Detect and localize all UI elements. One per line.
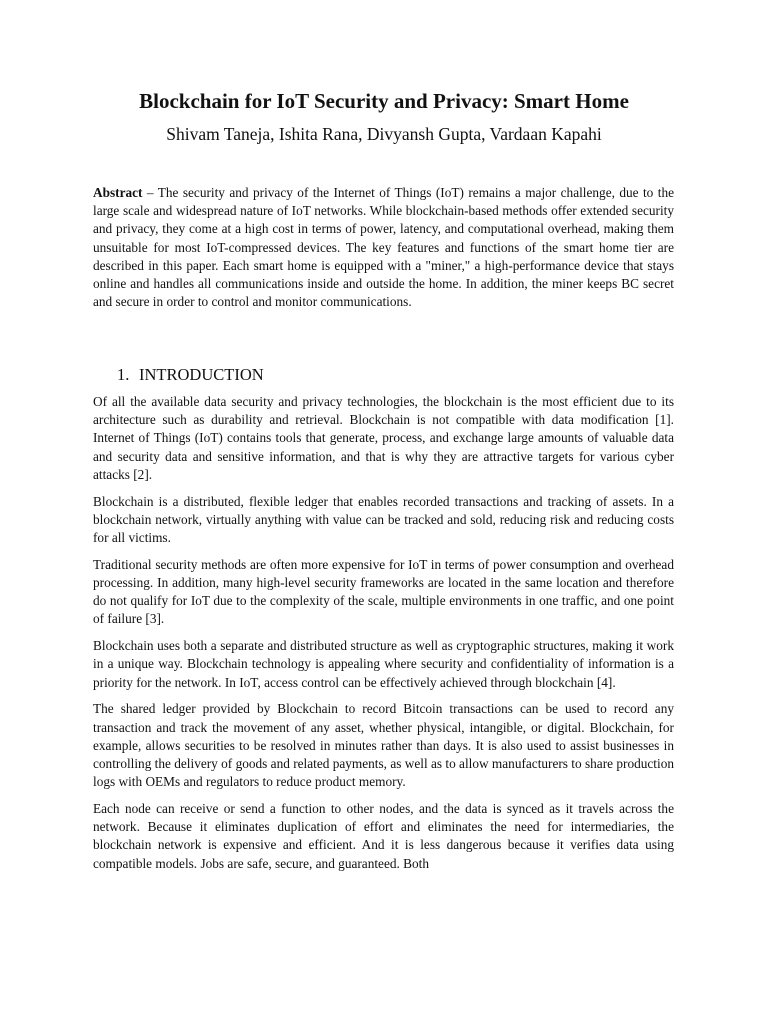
- paper-authors: Shivam Taneja, Ishita Rana, Divyansh Gupta, Vardaan Kapahi: [166, 124, 602, 144]
- paragraph-1: Of all the available data security and privacy technologies, the blockchain is the most efficient due to its architecture such as durability and retrieval. Blockchain is not compatible with data modification [1]. Internet of Things (IoT) contains tools that generate, process, and exchange large amounts of valuable data and security data and sensitive information, and that is why they are attractive targets for various cyber attacks [2].: [93, 394, 674, 482]
- paper-title: Blockchain for IoT Security and Privacy: Smart Home: [139, 89, 629, 113]
- abstract-text: – The security and privacy of the Internet of Things (IoT) remains a major challenge, due to the large scale and widespread nature of IoT networks. While blockchain-based methods offer extended security and privacy, they come at a high cost in terms of power, latency, and computational overhead, making them unsuitable for most IoT-compressed devices. The key features and functions of the smart home tier are described in this paper. Each smart home is equipped with a "miner," a high-performance device that stays online and handles all communications inside and outside the home. In addition, the miner keeps BC secret and secure in order to control and monitor communications.: [93, 185, 674, 310]
- abstract: [93, 184, 674, 311]
- abstract-label: Abstract: [93, 185, 143, 200]
- section-title: INTRODUCTION: [139, 365, 264, 384]
- paragraph-2: Blockchain is a distributed, flexible ledger that enables recorded transactions and tracking of assets. In a blockchain network, virtually anything with value can be tracked and sold, reducing risk and reducing costs for all victims.: [93, 493, 674, 546]
- paragraph-4: Blockchain uses both a separate and distributed structure as well as cryptographic structures, making it work in a unique way. Blockchain technology is appealing where security and confidentiality of information is a priority for the network. In IoT, access control can be effectively achieved through blockchain [4].: [93, 638, 674, 690]
- paragraph-5: The shared ledger provided by Blockchain to record Bitcoin transactions can be used to record any transaction and track the movement of any asset, whether physical, intangible, or digital. Blockchain, for example, allows securities to be resolved in minutes rather than days. It is also used to assist businesses in controlling the delivery of goods and related payments, as well as to allow manufacturers to share production logs with OEMs and regulators to reduce product memory.: [93, 701, 674, 790]
- section-number: 1.: [117, 365, 130, 384]
- section-body: [93, 393, 674, 881]
- paragraph-6: Each node can receive or send a function to other nodes, and the data is synced as it travels across the network. Because it eliminates duplication of effort and eliminates the need for intermediaries, the blockchain network is expensive and efficient. And it is less dangerous because it verifies data using compatible models. Jobs are safe, secure, and guaranteed. Both: [93, 801, 674, 871]
- paragraph-3: Traditional security methods are often more expensive for IoT in terms of power consumption and overhead processing. In addition, many high-level security frameworks are located in the same location and therefore do not qualify for IoT due to the complexity of the scale, multiple environments in one traffic, and one point of failure [3].: [93, 556, 674, 627]
- section-heading: [117, 364, 264, 386]
